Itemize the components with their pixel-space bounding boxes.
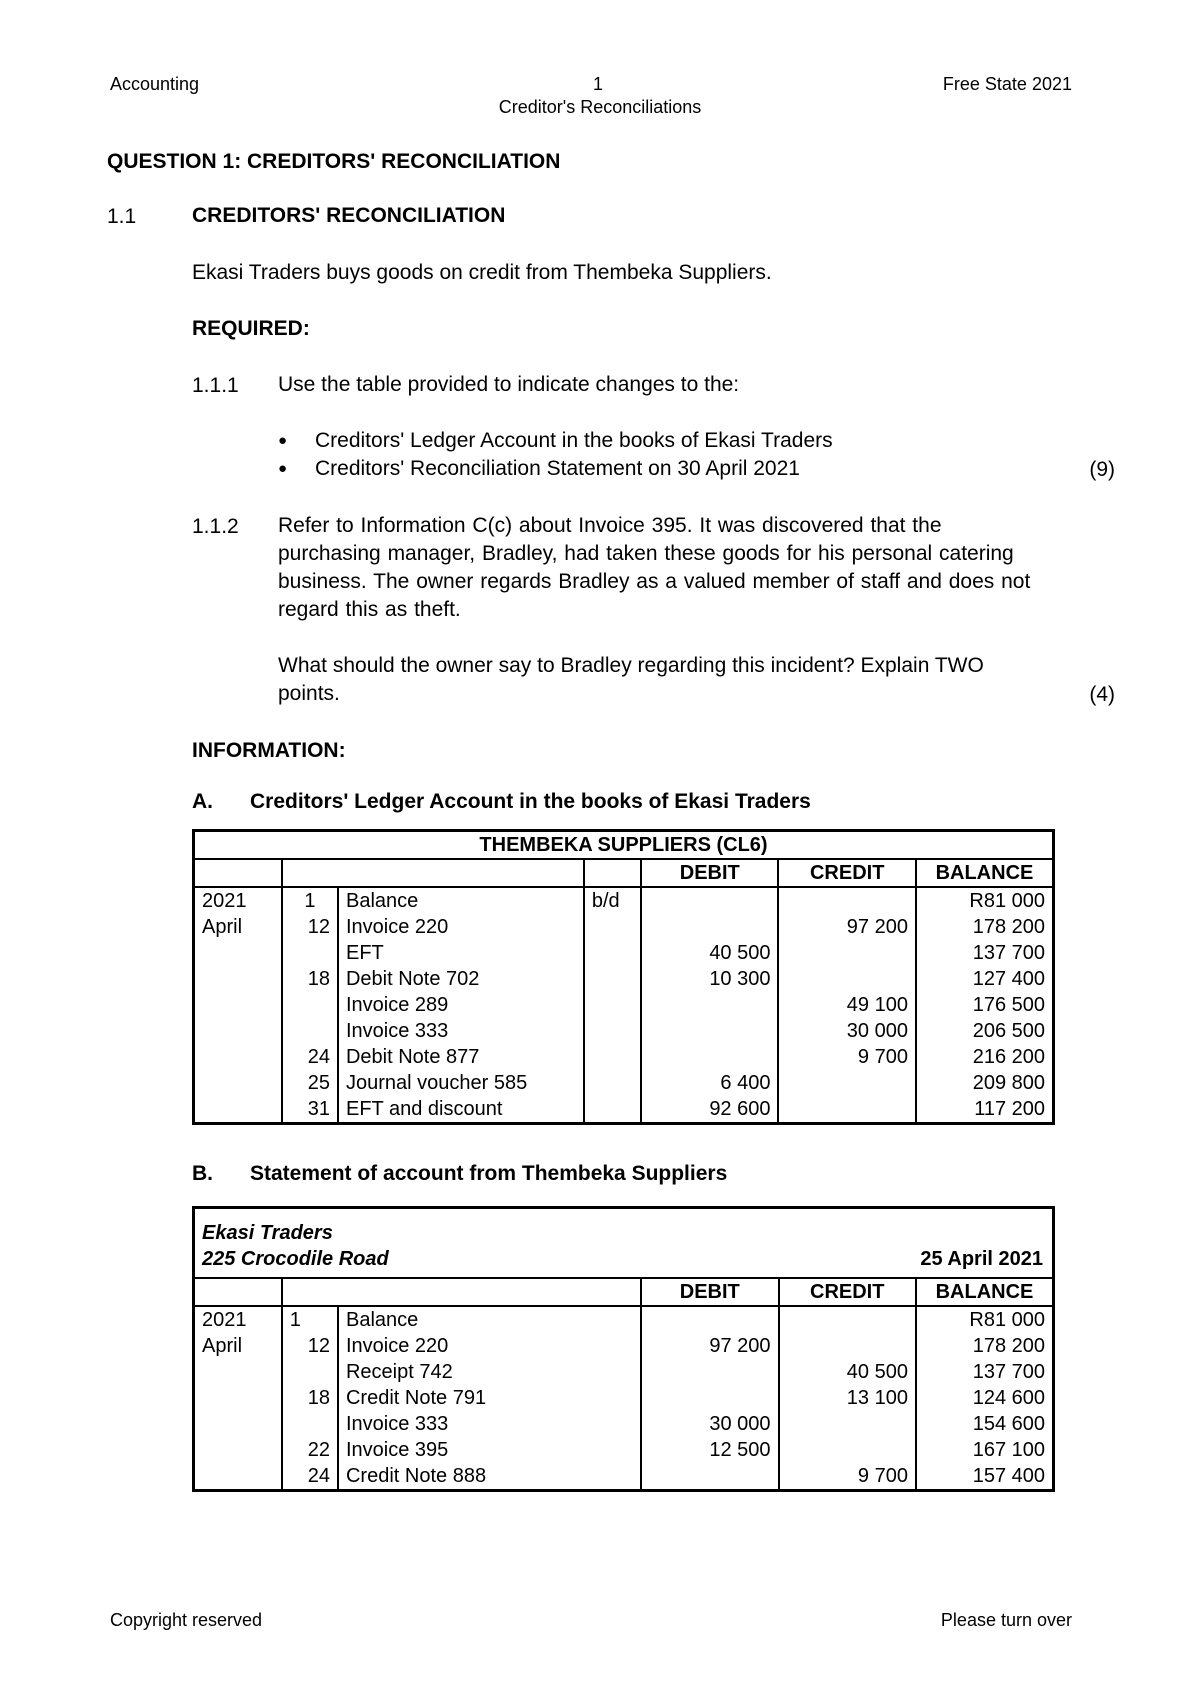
statement-address: 225 Crocodile Road bbox=[202, 1248, 389, 1270]
section-b-letter: B. bbox=[192, 1162, 213, 1185]
section-a-letter: A. bbox=[192, 790, 213, 813]
table-row: 18 Debit Note 702 10 300 127 400 bbox=[194, 966, 1054, 992]
q112-text: Refer to Information C(c) about Invoice 395. It was discovered that the purchasing manager, Bradley, had taken these goods for his personal catering business. The owner regards Bradley as a valued member of staff and does not regard this as theft. bbox=[278, 514, 1031, 621]
section-a-title: Creditors' Ledger Account in the books of Ekasi Traders bbox=[250, 790, 811, 813]
information-label: INFORMATION: bbox=[192, 739, 346, 762]
q111-text: Use the table provided to indicate changes to the: bbox=[278, 373, 740, 396]
table-row: Invoice 289 49 100 176 500 bbox=[194, 992, 1054, 1018]
q111-marks: (9) bbox=[1089, 458, 1115, 481]
table-row: EFT 40 500 137 700 bbox=[194, 940, 1054, 966]
ledger-col-debit: DEBIT bbox=[641, 859, 778, 887]
table-row: 25 Journal voucher 585 6 400 209 800 bbox=[194, 1070, 1054, 1096]
table-row: Invoice 333 30 000 206 500 bbox=[194, 1018, 1054, 1044]
statement-col-balance: BALANCE bbox=[916, 1278, 1054, 1306]
q112-marks: (4) bbox=[1089, 683, 1115, 706]
table-row: April 12 Invoice 220 97 200 178 200 bbox=[194, 1333, 1054, 1359]
statement-header-cell bbox=[282, 1278, 641, 1306]
q112-question: What should the owner say to Bradley regarding this incident? Explain TWO points. bbox=[278, 654, 984, 705]
q112-number: 1.1.2 bbox=[192, 515, 239, 538]
section-b-title: Statement of account from Thembeka Suppliers bbox=[250, 1162, 728, 1185]
header-page-number: 1 bbox=[593, 74, 604, 94]
intro-text: Ekasi Traders buys goods on credit from Thembeka Suppliers. bbox=[192, 261, 772, 284]
sub-question-title: CREDITORS' RECONCILIATION bbox=[192, 204, 506, 227]
footer-copyright: Copyright reserved bbox=[110, 1610, 263, 1630]
table-row: 31 EFT and discount 92 600 117 200 bbox=[194, 1096, 1054, 1124]
header-subject: Accounting bbox=[110, 74, 200, 94]
creditors-ledger-table bbox=[192, 829, 1055, 1125]
ledger-table-title: THEMBEKA SUPPLIERS (CL6) bbox=[194, 831, 1054, 860]
header-province: Free State 2021 bbox=[942, 74, 1072, 94]
statement-date: 25 April 2021 bbox=[920, 1248, 1043, 1270]
table-row: 24 Credit Note 888 9 700 157 400 bbox=[194, 1463, 1054, 1491]
statement-col-debit: DEBIT bbox=[641, 1278, 778, 1306]
ledger-header-cell bbox=[194, 859, 282, 887]
q111-bullet: ● Creditors' Ledger Account in the books of Ekasi Traders bbox=[278, 427, 833, 455]
table-row: 18 Credit Note 791 13 100 124 600 bbox=[194, 1385, 1054, 1411]
required-label: REQUIRED: bbox=[192, 317, 310, 340]
table-row: Invoice 333 30 000 154 600 bbox=[194, 1411, 1054, 1437]
table-row: 2021 1 Balance b/d R81 000 bbox=[194, 887, 1054, 914]
table-row: 2021 1 Balance R81 000 bbox=[194, 1306, 1054, 1333]
table-row: 24 Debit Note 877 9 700 216 200 bbox=[194, 1044, 1054, 1070]
table-row: 22 Invoice 395 12 500 167 100 bbox=[194, 1437, 1054, 1463]
statement-header-cell bbox=[194, 1278, 282, 1306]
table-row: Receipt 742 40 500 137 700 bbox=[194, 1359, 1054, 1385]
ledger-col-balance: BALANCE bbox=[916, 859, 1054, 887]
statement-col-credit: CREDIT bbox=[779, 1278, 916, 1306]
statement-of-account-table bbox=[192, 1206, 1055, 1492]
question-title: QUESTION 1: CREDITORS' RECONCILIATION bbox=[107, 150, 561, 173]
table-row: April 12 Invoice 220 97 200 178 200 bbox=[194, 914, 1054, 940]
statement-customer: Ekasi Traders bbox=[194, 1208, 1054, 1247]
sub-question-number: 1.1 bbox=[107, 205, 137, 228]
statement-address-row bbox=[194, 1246, 1054, 1278]
header-topic: Creditor's Reconciliations bbox=[498, 97, 702, 117]
ledger-header-cell bbox=[282, 859, 584, 887]
q111-bullet: ● Creditors' Reconciliation Statement on 30 April 2021 bbox=[278, 455, 833, 483]
q111-bullet-list bbox=[278, 427, 833, 483]
footer-turn-over: Please turn over bbox=[940, 1610, 1072, 1630]
ledger-header-cell bbox=[584, 859, 641, 887]
ledger-col-credit: CREDIT bbox=[778, 859, 915, 887]
q111-number: 1.1.1 bbox=[192, 374, 239, 397]
